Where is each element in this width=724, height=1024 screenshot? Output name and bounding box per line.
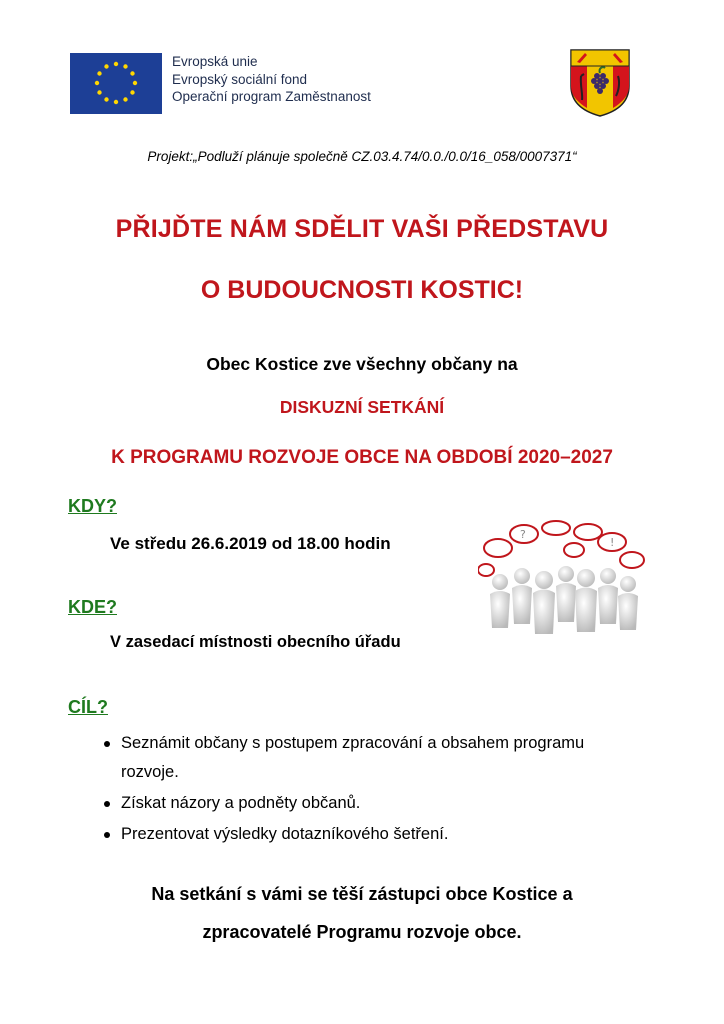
closing-line-1: Na setkání s vámi se těší zástupci obce Kostice a: [151, 884, 573, 904]
closing-line-2: zpracovatelé Programu rozvoje obce.: [202, 922, 522, 942]
kdy-heading: KDY?: [68, 496, 117, 516]
goal-item: Seznámit občany s postupem zpracování a obsahem programu rozvoje.: [100, 729, 620, 787]
closing-text: [0, 875, 724, 951]
project-line: Projekt:„Podluží plánuje společně CZ.03.4.74/0.0./0.0/16_058/0007371“: [147, 149, 577, 164]
eu-program-text: [172, 53, 432, 106]
title-line-2: O BUDOUCNOSTI KOSTIC!: [200, 276, 524, 304]
exclamation-mark: !: [610, 536, 615, 549]
cil-heading: CÍL?: [68, 697, 108, 717]
goal-item: Prezentovat výsledky dotazníkového šetření.: [100, 820, 620, 849]
people-group-icon: [490, 566, 638, 634]
goal-item: Získat názory a podněty občanů.: [100, 789, 620, 818]
kdy-text: Ve středu 26.6.2019 od 18.00 hodin: [110, 534, 391, 553]
meeting-title: DISKUZNÍ SETKÁNÍ: [279, 397, 445, 417]
kde-heading: KDE?: [68, 597, 117, 617]
eu-line-3: Operační program Zaměstnanost: [172, 89, 371, 104]
goals-list: [100, 729, 620, 851]
eu-flag-logo: [70, 53, 162, 114]
discussion-people-illustration: [478, 520, 646, 640]
invite-text: Obec Kostice zve všechny občany na: [206, 354, 518, 374]
title-line-1: PŘIJĎTE NÁM SDĚLIT VAŠI PŘEDSTAVU: [115, 215, 609, 243]
eu-line-2: Evropský sociální fond: [172, 71, 308, 87]
program-title: K PROGRAMU ROZVOJE OBCE NA OBDOBÍ 2020–2027: [111, 447, 613, 468]
eu-line-1: Evropská unie: [172, 54, 258, 69]
speech-bubbles-icon: [478, 521, 644, 576]
kde-text: V zasedací místnosti obecního úřadu: [110, 633, 401, 651]
question-mark: ?: [520, 528, 526, 541]
kostice-crest-icon: [567, 46, 633, 118]
